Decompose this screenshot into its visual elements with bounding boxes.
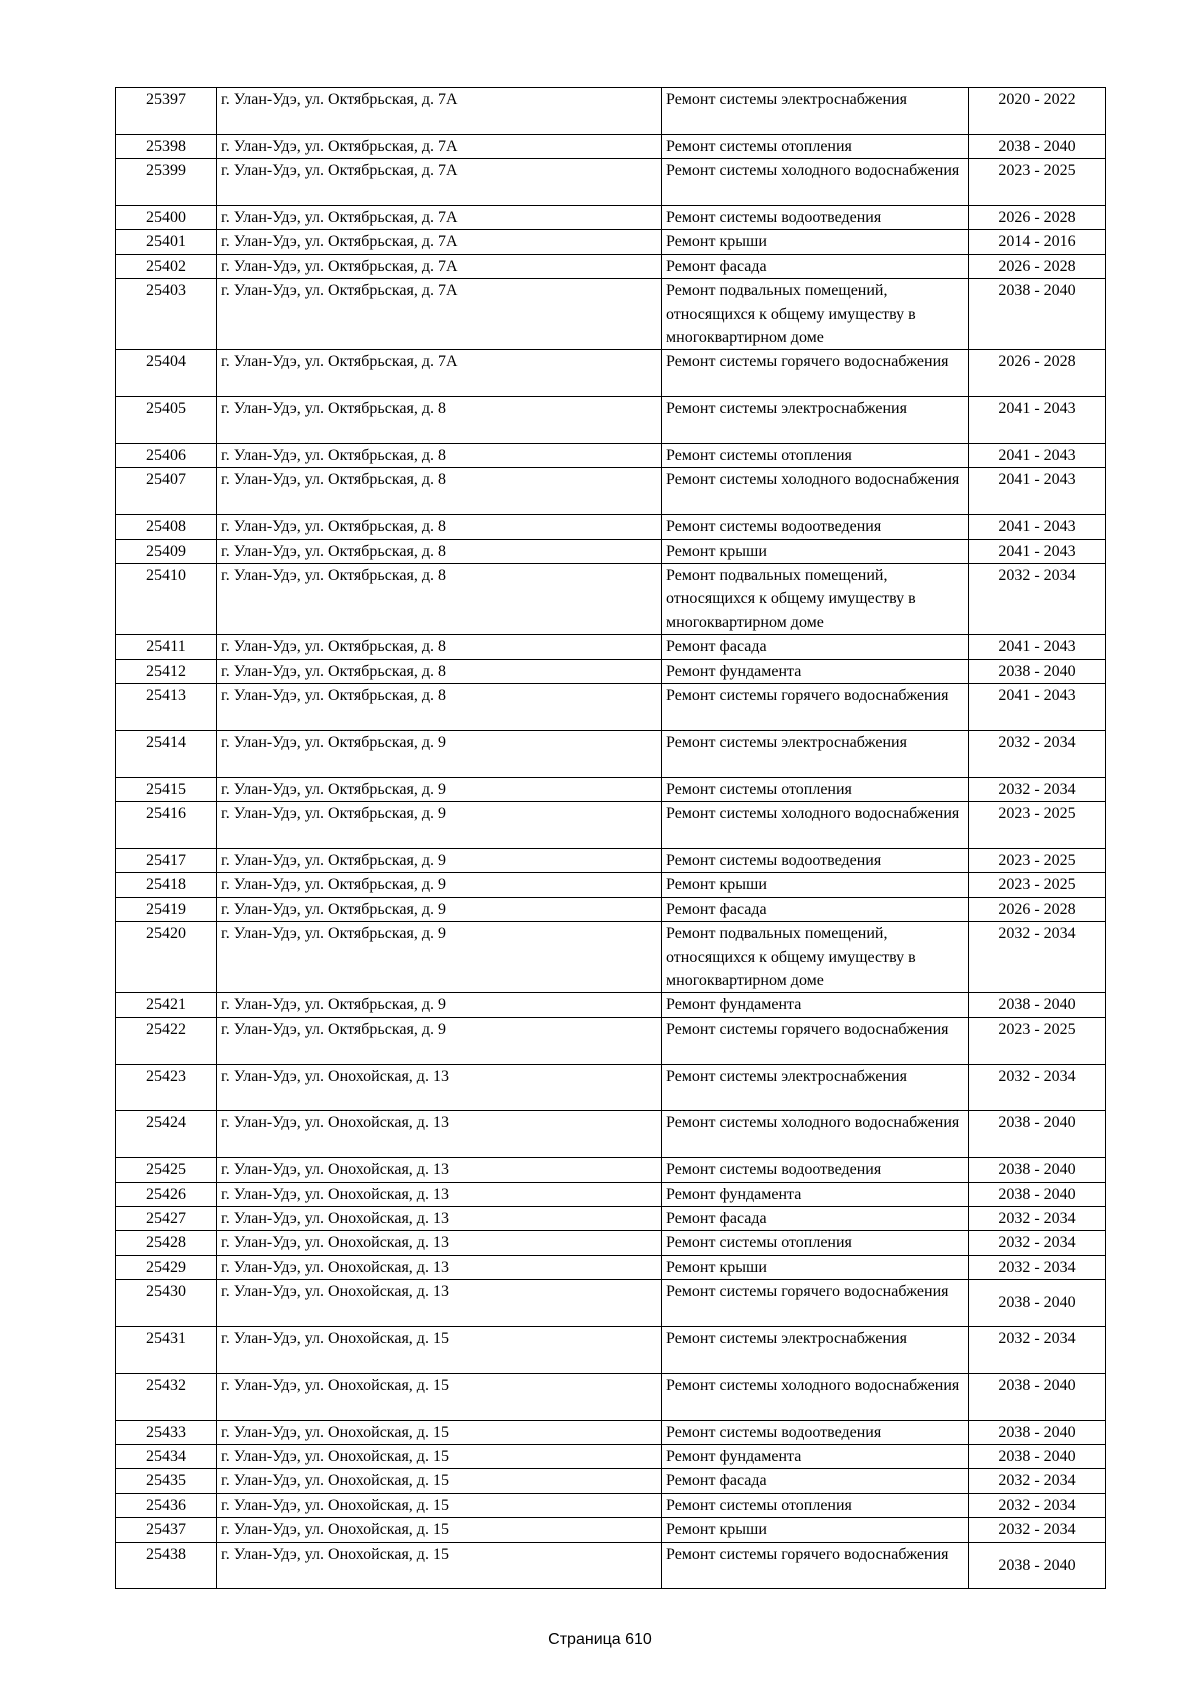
address-cell: г. Улан-Удэ, ул. Онохойская, д. 13 [217, 1255, 662, 1279]
address-cell: г. Улан-Удэ, ул. Октябрьская, д. 7А [217, 254, 662, 278]
work-type-cell: Ремонт системы отопления [662, 444, 969, 468]
row-number-cell: 25423 [116, 1064, 217, 1111]
work-type-cell: Ремонт фундамента [662, 1182, 969, 1206]
row-number-cell: 25407 [116, 468, 217, 515]
work-type-cell: Ремонт системы холодного водоснабжения [662, 159, 969, 206]
period-cell: 2032 - 2034 [969, 1493, 1106, 1517]
period-cell: 2026 - 2028 [969, 254, 1106, 278]
row-number-cell: 25420 [116, 922, 217, 993]
address-cell: г. Улан-Удэ, ул. Онохойская, д. 13 [217, 1064, 662, 1111]
period-cell: 2023 - 2025 [969, 848, 1106, 872]
work-type-cell: Ремонт системы электроснабжения [662, 397, 969, 444]
period-cell: 2041 - 2043 [969, 515, 1106, 539]
address-cell: г. Улан-Удэ, ул. Октябрьская, д. 7А [217, 134, 662, 158]
work-type-cell: Ремонт системы горячего водоснабжения [662, 1542, 969, 1589]
row-number-cell: 25416 [116, 802, 217, 849]
table-row [116, 1231, 1106, 1255]
period-cell: 2032 - 2034 [969, 564, 1106, 635]
period-cell: 2038 - 2040 [969, 1542, 1106, 1589]
table-row [116, 1420, 1106, 1444]
row-number-cell: 25435 [116, 1469, 217, 1493]
row-number-cell: 25425 [116, 1158, 217, 1182]
table-row [116, 515, 1106, 539]
address-cell: г. Улан-Удэ, ул. Онохойская, д. 13 [217, 1280, 662, 1327]
row-number-cell: 25432 [116, 1373, 217, 1420]
period-cell: 2038 - 2040 [969, 1182, 1106, 1206]
address-cell: г. Улан-Удэ, ул. Онохойская, д. 15 [217, 1518, 662, 1542]
row-number-cell: 25431 [116, 1326, 217, 1373]
table-row [116, 159, 1106, 206]
period-cell: 2026 - 2028 [969, 897, 1106, 921]
period-cell: 2041 - 2043 [969, 684, 1106, 731]
address-cell: г. Улан-Удэ, ул. Октябрьская, д. 7А [217, 230, 662, 254]
table-row [116, 1064, 1106, 1111]
row-number-cell: 25408 [116, 515, 217, 539]
row-number-cell: 25429 [116, 1255, 217, 1279]
period-cell: 2041 - 2043 [969, 444, 1106, 468]
work-type-cell: Ремонт подвальных помещений, относящихся к общему имуществу в многоквартирном доме [662, 279, 969, 350]
table-row [116, 350, 1106, 397]
table-row [116, 1206, 1106, 1230]
row-number-cell: 25426 [116, 1182, 217, 1206]
row-number-cell: 25418 [116, 873, 217, 897]
table-row [116, 206, 1106, 230]
work-type-cell: Ремонт крыши [662, 873, 969, 897]
work-type-cell: Ремонт фасада [662, 254, 969, 278]
work-type-cell: Ремонт фасада [662, 1206, 969, 1230]
period-cell: 2020 - 2022 [969, 88, 1106, 135]
address-cell: г. Улан-Удэ, ул. Онохойская, д. 15 [217, 1493, 662, 1517]
row-number-cell: 25406 [116, 444, 217, 468]
table-row [116, 88, 1106, 135]
work-type-cell: Ремонт фасада [662, 1469, 969, 1493]
work-type-cell: Ремонт системы холодного водоснабжения [662, 802, 969, 849]
row-number-cell: 25430 [116, 1280, 217, 1327]
row-number-cell: 25428 [116, 1231, 217, 1255]
period-cell: 2032 - 2034 [969, 1326, 1106, 1373]
row-number-cell: 25415 [116, 777, 217, 801]
work-type-cell: Ремонт системы отопления [662, 1493, 969, 1517]
address-cell: г. Улан-Удэ, ул. Октябрьская, д. 8 [217, 684, 662, 731]
table-row [116, 230, 1106, 254]
table-row [116, 848, 1106, 872]
table-row [116, 1182, 1106, 1206]
table-row [116, 397, 1106, 444]
work-type-cell: Ремонт крыши [662, 1255, 969, 1279]
work-type-cell: Ремонт системы отопления [662, 777, 969, 801]
row-number-cell: 25434 [116, 1444, 217, 1468]
row-number-cell: 25421 [116, 993, 217, 1017]
table-row [116, 897, 1106, 921]
address-cell: г. Улан-Удэ, ул. Онохойская, д. 13 [217, 1206, 662, 1230]
address-cell: г. Улан-Удэ, ул. Октябрьская, д. 8 [217, 444, 662, 468]
address-cell: г. Улан-Удэ, ул. Октябрьская, д. 9 [217, 922, 662, 993]
address-cell: г. Улан-Удэ, ул. Октябрьская, д. 8 [217, 659, 662, 683]
address-cell: г. Улан-Удэ, ул. Октябрьская, д. 9 [217, 873, 662, 897]
table-row [116, 564, 1106, 635]
row-number-cell: 25424 [116, 1111, 217, 1158]
row-number-cell: 25436 [116, 1493, 217, 1517]
table-row [116, 1158, 1106, 1182]
period-cell: 2038 - 2040 [969, 1444, 1106, 1468]
table-row [116, 1373, 1106, 1420]
period-cell: 2032 - 2034 [969, 922, 1106, 993]
address-cell: г. Улан-Удэ, ул. Октябрьская, д. 9 [217, 897, 662, 921]
period-cell: 2041 - 2043 [969, 635, 1106, 659]
work-type-cell: Ремонт фундамента [662, 993, 969, 1017]
work-type-cell: Ремонт системы холодного водоснабжения [662, 1373, 969, 1420]
address-cell: г. Улан-Удэ, ул. Октябрьская, д. 9 [217, 993, 662, 1017]
work-type-cell: Ремонт фасада [662, 897, 969, 921]
address-cell: г. Улан-Удэ, ул. Октябрьская, д. 8 [217, 635, 662, 659]
table-row [116, 444, 1106, 468]
address-cell: г. Улан-Удэ, ул. Онохойская, д. 15 [217, 1469, 662, 1493]
row-number-cell: 25404 [116, 350, 217, 397]
work-type-cell: Ремонт фундамента [662, 1444, 969, 1468]
work-type-cell: Ремонт системы горячего водоснабжения [662, 350, 969, 397]
table-row [116, 684, 1106, 731]
address-cell: г. Улан-Удэ, ул. Октябрьская, д. 8 [217, 515, 662, 539]
address-cell: г. Улан-Удэ, ул. Онохойская, д. 13 [217, 1111, 662, 1158]
row-number-cell: 25402 [116, 254, 217, 278]
table-row [116, 659, 1106, 683]
period-cell: 2014 - 2016 [969, 230, 1106, 254]
work-type-cell: Ремонт системы водоотведения [662, 206, 969, 230]
address-cell: г. Улан-Удэ, ул. Октябрьская, д. 9 [217, 848, 662, 872]
address-cell: г. Улан-Удэ, ул. Онохойская, д. 13 [217, 1231, 662, 1255]
address-cell: г. Улан-Удэ, ул. Октябрьская, д. 9 [217, 1017, 662, 1064]
row-number-cell: 25413 [116, 684, 217, 731]
table-row [116, 279, 1106, 350]
address-cell: г. Улан-Удэ, ул. Октябрьская, д. 8 [217, 397, 662, 444]
table-row [116, 539, 1106, 563]
address-cell: г. Улан-Удэ, ул. Онохойская, д. 15 [217, 1326, 662, 1373]
row-number-cell: 25433 [116, 1420, 217, 1444]
table-row [116, 1017, 1106, 1064]
work-type-cell: Ремонт крыши [662, 230, 969, 254]
address-cell: г. Улан-Удэ, ул. Онохойская, д. 15 [217, 1373, 662, 1420]
row-number-cell: 25414 [116, 730, 217, 777]
address-cell: г. Улан-Удэ, ул. Октябрьская, д. 7А [217, 88, 662, 135]
address-cell: г. Улан-Удэ, ул. Онохойская, д. 15 [217, 1420, 662, 1444]
row-number-cell: 25403 [116, 279, 217, 350]
table-row [116, 254, 1106, 278]
row-number-cell: 25405 [116, 397, 217, 444]
work-type-cell: Ремонт системы отопления [662, 134, 969, 158]
period-cell: 2023 - 2025 [969, 1017, 1106, 1064]
period-cell: 2038 - 2040 [969, 659, 1106, 683]
address-cell: г. Улан-Удэ, ул. Октябрьская, д. 7А [217, 350, 662, 397]
period-cell: 2041 - 2043 [969, 468, 1106, 515]
period-cell: 2038 - 2040 [969, 134, 1106, 158]
period-cell: 2041 - 2043 [969, 397, 1106, 444]
row-number-cell: 25438 [116, 1542, 217, 1589]
address-cell: г. Улан-Удэ, ул. Октябрьская, д. 9 [217, 802, 662, 849]
table-row [116, 1444, 1106, 1468]
period-cell: 2038 - 2040 [969, 993, 1106, 1017]
work-type-cell: Ремонт системы водоотведения [662, 848, 969, 872]
address-cell: г. Улан-Удэ, ул. Октябрьская, д. 7А [217, 279, 662, 350]
period-cell: 2026 - 2028 [969, 350, 1106, 397]
work-type-cell: Ремонт подвальных помещений, относящихся к общему имуществу в многоквартирном доме [662, 564, 969, 635]
row-number-cell: 25400 [116, 206, 217, 230]
period-cell: 2032 - 2034 [969, 1518, 1106, 1542]
work-type-cell: Ремонт фасада [662, 635, 969, 659]
row-number-cell: 25422 [116, 1017, 217, 1064]
row-number-cell: 25398 [116, 134, 217, 158]
work-type-cell: Ремонт системы электроснабжения [662, 730, 969, 777]
period-cell: 2032 - 2034 [969, 1255, 1106, 1279]
table-row [116, 1326, 1106, 1373]
address-cell: г. Улан-Удэ, ул. Октябрьская, д. 8 [217, 539, 662, 563]
address-cell: г. Улан-Удэ, ул. Октябрьская, д. 8 [217, 468, 662, 515]
table-row [116, 777, 1106, 801]
period-cell: 2023 - 2025 [969, 802, 1106, 849]
period-cell: 2032 - 2034 [969, 1206, 1106, 1230]
table-row [116, 1493, 1106, 1517]
row-number-cell: 25399 [116, 159, 217, 206]
table-row [116, 922, 1106, 993]
work-type-cell: Ремонт системы водоотведения [662, 1420, 969, 1444]
work-type-cell: Ремонт системы холодного водоснабжения [662, 1111, 969, 1158]
table-row [116, 1111, 1106, 1158]
row-number-cell: 25409 [116, 539, 217, 563]
period-cell: 2032 - 2034 [969, 777, 1106, 801]
row-number-cell: 25401 [116, 230, 217, 254]
work-type-cell: Ремонт фундамента [662, 659, 969, 683]
table-row [116, 1469, 1106, 1493]
address-cell: г. Улан-Удэ, ул. Октябрьская, д. 9 [217, 777, 662, 801]
period-cell: 2032 - 2034 [969, 1231, 1106, 1255]
work-type-cell: Ремонт системы электроснабжения [662, 1064, 969, 1111]
table-row [116, 802, 1106, 849]
work-type-cell: Ремонт системы горячего водоснабжения [662, 1017, 969, 1064]
work-type-cell: Ремонт системы электроснабжения [662, 88, 969, 135]
page-number: Страница 610 [548, 1631, 652, 1648]
address-cell: г. Улан-Удэ, ул. Онохойская, д. 13 [217, 1182, 662, 1206]
address-cell: г. Улан-Удэ, ул. Онохойская, д. 15 [217, 1542, 662, 1589]
table-row [116, 134, 1106, 158]
row-number-cell: 25411 [116, 635, 217, 659]
period-cell: 2032 - 2034 [969, 1064, 1106, 1111]
work-type-cell: Ремонт системы водоотведения [662, 1158, 969, 1182]
address-cell: г. Улан-Удэ, ул. Октябрьская, д. 8 [217, 564, 662, 635]
table-body [116, 88, 1106, 1589]
address-cell: г. Улан-Удэ, ул. Октябрьская, д. 7А [217, 206, 662, 230]
period-cell: 2023 - 2025 [969, 159, 1106, 206]
work-type-cell: Ремонт системы горячего водоснабжения [662, 1280, 969, 1327]
address-cell: г. Улан-Удэ, ул. Октябрьская, д. 7А [217, 159, 662, 206]
table-row [116, 1542, 1106, 1589]
period-cell: 2038 - 2040 [969, 1280, 1106, 1327]
period-cell: 2032 - 2034 [969, 1469, 1106, 1493]
row-number-cell: 25437 [116, 1518, 217, 1542]
period-cell: 2026 - 2028 [969, 206, 1106, 230]
table-row [116, 635, 1106, 659]
period-cell: 2038 - 2040 [969, 279, 1106, 350]
row-number-cell: 25419 [116, 897, 217, 921]
table-row [116, 993, 1106, 1017]
address-cell: г. Улан-Удэ, ул. Октябрьская, д. 9 [217, 730, 662, 777]
capital-repair-table [115, 87, 1106, 1589]
table-row [116, 730, 1106, 777]
work-type-cell: Ремонт системы горячего водоснабжения [662, 684, 969, 731]
address-cell: г. Улан-Удэ, ул. Онохойская, д. 15 [217, 1444, 662, 1468]
work-type-cell: Ремонт системы электроснабжения [662, 1326, 969, 1373]
period-cell: 2038 - 2040 [969, 1373, 1106, 1420]
table-row [116, 873, 1106, 897]
row-number-cell: 25412 [116, 659, 217, 683]
table-row [116, 1518, 1106, 1542]
period-cell: 2023 - 2025 [969, 873, 1106, 897]
row-number-cell: 25397 [116, 88, 217, 135]
work-type-cell: Ремонт крыши [662, 539, 969, 563]
row-number-cell: 25417 [116, 848, 217, 872]
work-type-cell: Ремонт системы отопления [662, 1231, 969, 1255]
period-cell: 2041 - 2043 [969, 539, 1106, 563]
table-row [116, 468, 1106, 515]
work-type-cell: Ремонт системы холодного водоснабжения [662, 468, 969, 515]
work-type-cell: Ремонт системы водоотведения [662, 515, 969, 539]
row-number-cell: 25427 [116, 1206, 217, 1230]
table-row [116, 1255, 1106, 1279]
work-type-cell: Ремонт крыши [662, 1518, 969, 1542]
period-cell: 2038 - 2040 [969, 1420, 1106, 1444]
period-cell: 2032 - 2034 [969, 730, 1106, 777]
address-cell: г. Улан-Удэ, ул. Онохойская, д. 13 [217, 1158, 662, 1182]
work-type-cell: Ремонт подвальных помещений, относящихся к общему имуществу в многоквартирном доме [662, 922, 969, 993]
period-cell: 2038 - 2040 [969, 1158, 1106, 1182]
table-row [116, 1280, 1106, 1327]
row-number-cell: 25410 [116, 564, 217, 635]
period-cell: 2038 - 2040 [969, 1111, 1106, 1158]
